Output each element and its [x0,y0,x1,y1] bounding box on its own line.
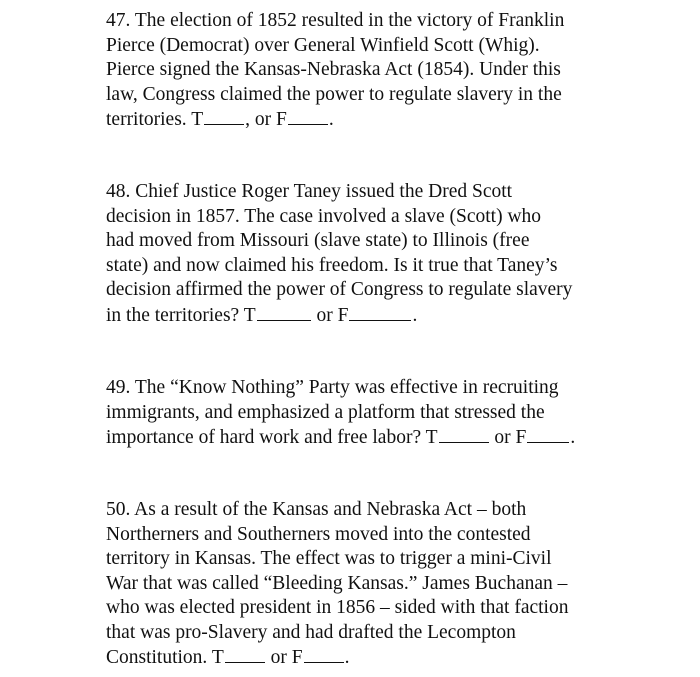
false-answer-blank[interactable] [527,425,569,443]
answer-line [106,107,666,133]
answer-line-middle: or F [265,647,303,668]
true-answer-blank[interactable] [204,107,244,125]
question-line: 50. As a result of the Kansas and Nebraska Act – both [106,499,527,520]
question-line: territory in Kansas. The effect was to trigger a mini-Civil [106,548,552,569]
answer-line [106,425,666,451]
question-line: Pierce (Democrat) over General Winfield Scott (Whig). [106,34,540,56]
question-line: Northerners and Southerners moved into the contested [106,523,531,545]
answer-line-prefix: territories. T [106,109,204,130]
question-line: War that was called “Bleeding Kansas.” James Buchanan – [106,572,568,594]
true-answer-blank[interactable] [439,425,489,443]
question-50 [106,498,666,671]
answer-line-prefix: importance of hard work and free labor? T [106,427,438,448]
answer-line-suffix: . [344,647,350,668]
question-line: Pierce signed the Kansas-Nebraska Act (1854). Under this [106,59,561,80]
question-line: decision affirmed the power of Congress to regulate slavery [106,279,573,300]
question-line: 47. The election of 1852 resulted in the victory of Franklin [106,10,565,31]
false-answer-blank[interactable] [304,645,344,663]
answer-line-suffix: . [570,427,576,448]
answer-line-middle: or F [311,304,349,326]
answer-line-suffix: . [412,304,418,326]
question-line: law, Congress claimed the power to regulate slavery in the [106,83,562,105]
question-line: that was pro-Slavery and had drafted the Lecompton [106,621,516,643]
question-line: 49. The “Know Nothing” Party was effective in recruiting [106,377,559,398]
answer-line-middle: , or F [245,109,287,130]
question-48 [106,180,666,328]
question-line: 48. Chief Justice Roger Taney issued the Dred Scott [106,181,513,202]
question-line: who was elected president in 1856 – sided with that faction [106,597,569,618]
question-line: state) and now claimed his freedom. Is it true that Taney’s [106,254,558,276]
answer-line-suffix: . [328,109,334,130]
answer-line-prefix: in the territories? T [106,304,256,326]
question-47 [106,9,666,133]
false-answer-blank[interactable] [349,303,411,321]
answer-line-prefix: Constitution. T [106,647,224,668]
true-answer-blank[interactable] [257,303,311,321]
true-answer-blank[interactable] [225,645,265,663]
question-line: immigrants, and emphasized a platform that stressed the [106,401,545,423]
question-line: decision in 1857. The case involved a slave (Scott) who [106,205,542,227]
answer-line-middle: or F [489,427,527,448]
answer-line [106,303,666,329]
false-answer-blank[interactable] [288,107,328,125]
answer-line [106,645,666,671]
question-49 [106,376,666,451]
question-line: had moved from Missouri (slave state) to Illinois (free [106,230,530,251]
